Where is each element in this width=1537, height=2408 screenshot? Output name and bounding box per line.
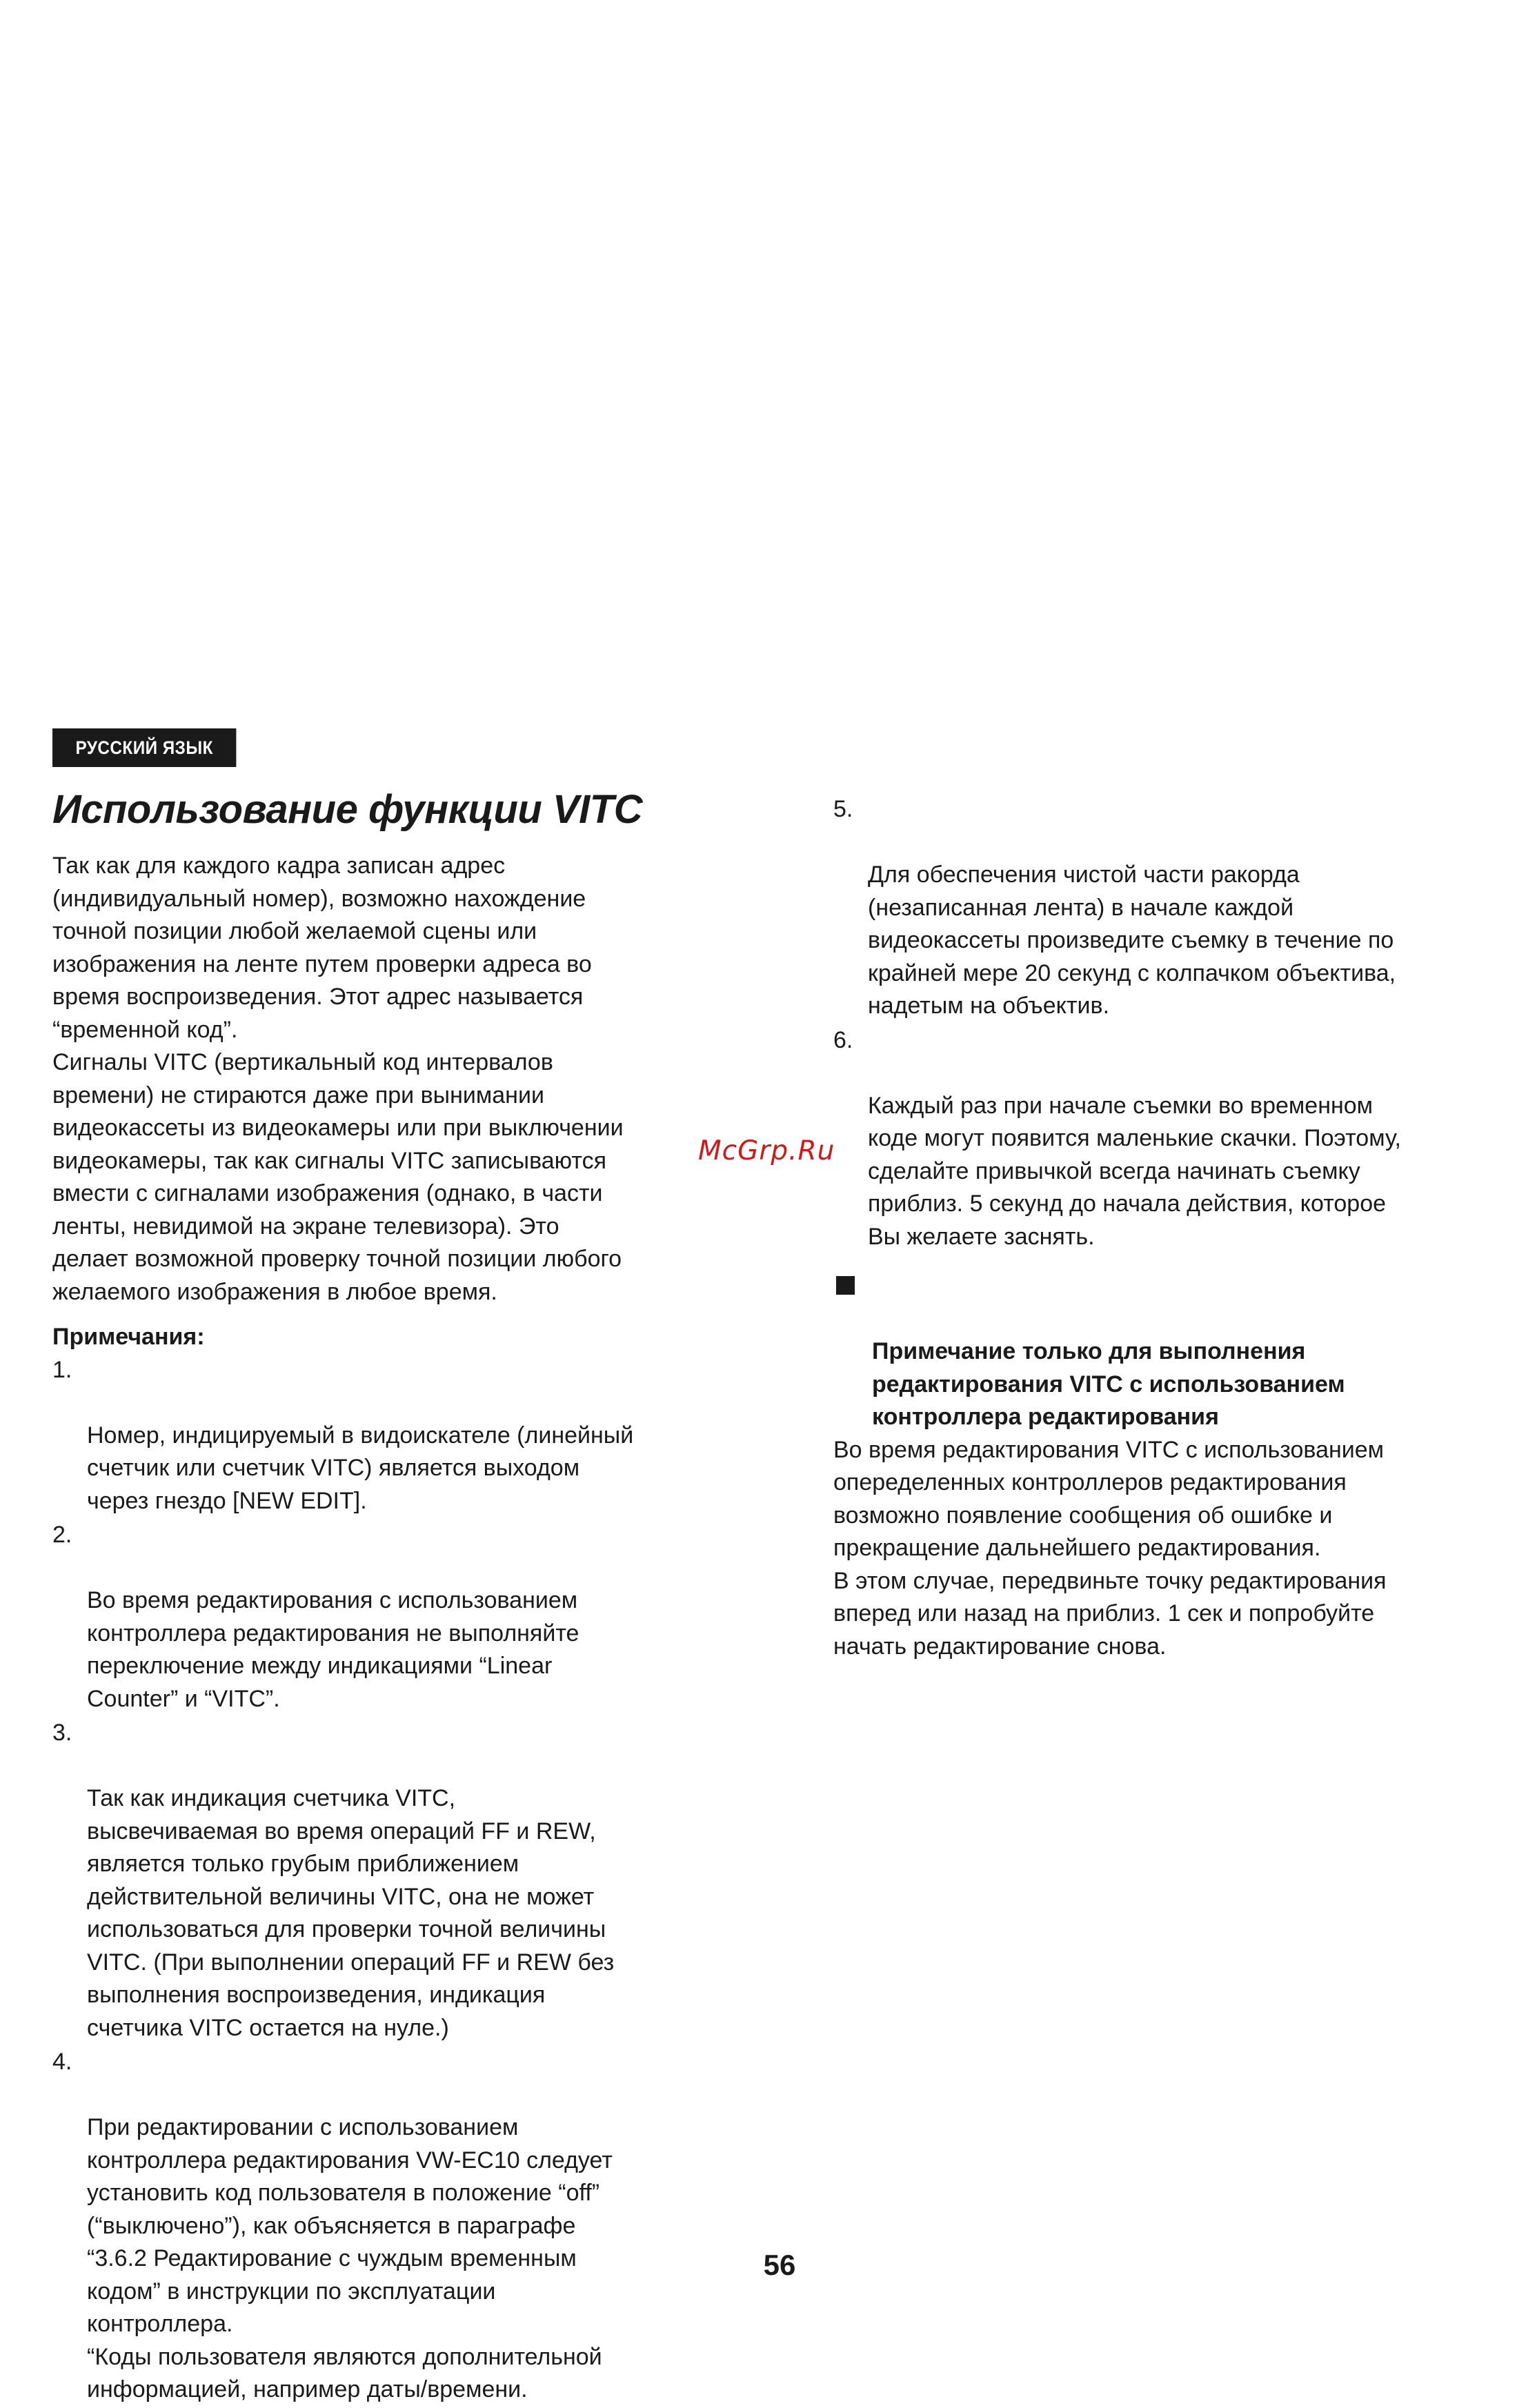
note-text: Так как индикация счетчика VITC, высвечиваемая во время операций FF и REW, является только грубым приближением действительной величины VITC, она не может использоваться для проверки точной величины VITC. (При выполнении операций FF и REW без выполнения воспроизведения, индикация счетчика VITC остается на нуле.) [87,1785,615,2041]
special-note-body: Во время редактирования VITC с использованием опеределенных контроллеров редактирования возможно появление сообщения об ошибке и прекращение дальнейшего редактирования. В этом случае, передвиньте точку редактирования вперед или назад на приблиз. 1 сек и попробуйте начать редактирование снова. [833,1436,1387,1660]
note-number: 3. [52,1720,72,1746]
note-text: Каждый раз при начале съемки во временном коде могут появится маленькие скачки. Поэтому, сделайте привычкой всегда начинать съемку приблиз. 5 секунд до начала действия, которое Вы желаете заснять. [868,1092,1402,1250]
note-number: 2. [52,1522,72,1548]
page-number: 56 [763,2249,796,2281]
watermark: McGrp.Ru [698,1135,835,1166]
left-column [52,850,715,2408]
right-column [833,793,1496,1663]
notes-heading: Примечания: [52,1324,205,1350]
note-text: Для обеспечения чистой части ракорда (незаписанная лента) в начале каждой видеокассеты произведите съемку в течение по крайней мере 20 секунд с колпачком объектива, надетым на объектив. [868,862,1396,1019]
note-text: Номер, индицируемый в видоискателе (линейный счетчик или счетчик VITC) является выходом через гнездо [NEW EDIT]. [87,1422,634,1514]
note-number: 5. [833,796,853,822]
special-note-heading [833,1270,1496,1434]
note-item [52,1519,715,1715]
special-note-heading-text: Примечание только для выполнения редактирования VITC с использованием контроллера редактирования [872,1338,1345,1430]
black-square-bullet-icon [836,1276,855,1295]
notes-list-continued [833,793,1496,1253]
note-number: 1. [52,1356,72,1383]
notes-list [52,1354,715,2407]
note-item [833,793,1496,1023]
note-text: Во время редактирования с использованием контроллера редактирования не выполняйте переключение между индикациями “Linear Counter” и “VITC”. [87,1587,579,1712]
note-item [833,1024,1496,1254]
note-item [52,1717,715,2044]
page-title: Использование функции VITC [52,787,643,832]
note-item [52,2046,715,2407]
note-number: 6. [833,1026,853,1053]
special-note [833,1270,1496,1663]
note-item [52,1354,715,1518]
note-number: 4. [52,2049,72,2075]
intro-paragraph: Так как для каждого кадра записан адрес (индивидуальный номер), возможно нахождение точной позиции любой желаемой сцены или изображения на ленте путем проверки адреса во время воспроизведения. Этот адрес называется “временной код”. Сигналы VITC (вертикальный код интервалов времени) не стираются даже при вынимании видеокассеты из видеокамеры или при выключении видеокамеры, так как сигналы VITC записываются вмести с сигналами изображения (однако, в части ленты, невидимой на экране телевизора). Это делает возможной проверку точной позиции любого желаемого изображения в любое время. [52,853,624,1305]
note-text: При редактировании с использованием контроллера редактирования VW-EC10 следует установить код пользователя в положение “off” (“выключено”), как объясняется в параграфе “3.6.2 Редактирование с чуждым временным кодом” в инструкции по эксплуатации контроллера. “Коды пользователя являются дополнительной информацией, например даты/времени. [87,2114,613,2402]
language-badge: РУССКИЙ ЯЗЫК [52,728,236,767]
